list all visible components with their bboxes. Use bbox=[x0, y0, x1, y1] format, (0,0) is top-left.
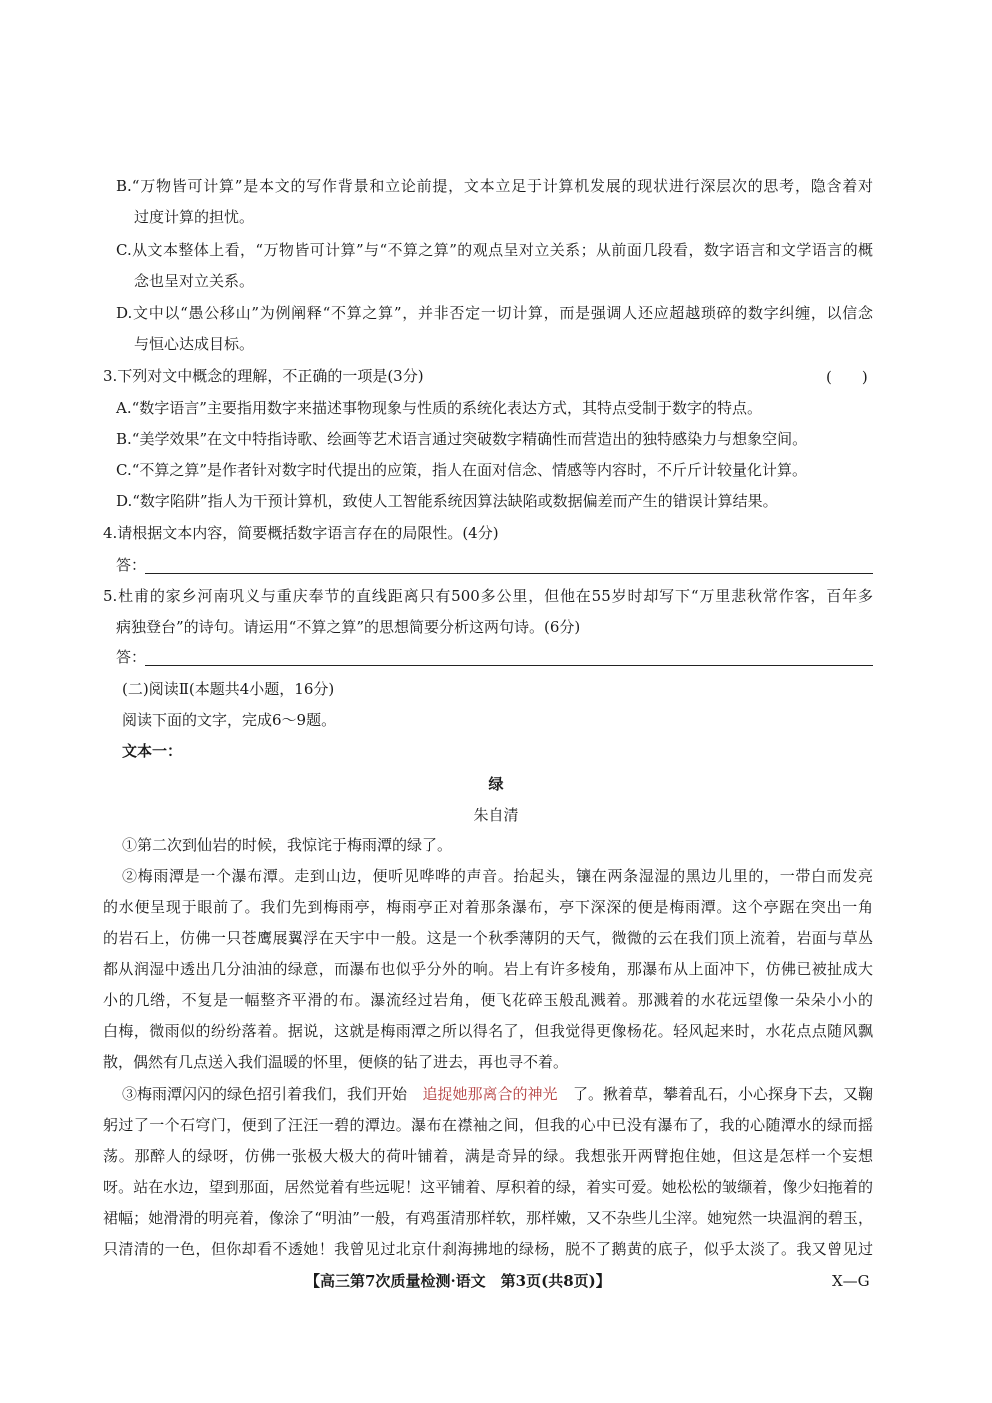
p3-highlighted-text: 追捉她那离合的神光 bbox=[422, 1085, 558, 1103]
q3-option-a: A.“数字语言”主要指用数字来描述事物现象与性质的系统化表达方式，其特点受制于数字的特点。 bbox=[116, 399, 762, 417]
q2-option-d-line1: D.文中以“愚公移山”为例阐释“不算之算”，并非否定一切计算，而是强调人还应超越琐碎的数字纠缠，以信念 bbox=[116, 304, 873, 322]
essay-p3-line bbox=[122, 1084, 873, 1104]
essay-p3-line: 裙幅；她滑滑的明亮着，像涂了“明油”一般，有鸡蛋清那样软，那样嫩，又不杂些儿尘滓。她宛然一块温润的碧玉， bbox=[103, 1209, 873, 1227]
essay-p3-line: 荡。那醉人的绿呀，仿佛一张极大极大的荷叶铺着，满是奇异的绿。我想张开两臂抱住她，但这是怎样一个妄想 bbox=[103, 1147, 873, 1165]
essay-p3-line: 躬过了一个石穹门，便到了汪汪一碧的潭边。瀑布在襟袖之间，但我的心中已没有瀑布了，我的心随潭水的绿而摇 bbox=[103, 1116, 873, 1134]
essay-title: 绿 bbox=[488, 775, 504, 793]
essay-p3-line: 只清清的一色，但你却看不透她！我曾见过北京什刹海拂地的绿杨，脱不了鹅黄的底子，似乎太淡了。我又曾见过 bbox=[103, 1240, 873, 1258]
essay-p2-line: 都从润湿中透出几分油油的绿意，而瀑布也似乎分外的响。岩上有许多棱角，那瀑布从上面冲下，仿佛已被扯成大 bbox=[103, 960, 873, 978]
q3-stem: 3.下列对文中概念的理解，不正确的一项是(3分) bbox=[103, 367, 424, 385]
q4-stem: 4.请根据文本内容，简要概括数字语言存在的局限性。(4分) bbox=[103, 524, 499, 542]
q2-option-c-line2: 念也呈对立关系。 bbox=[134, 272, 255, 290]
q2-option-d-line2: 与恒心达成目标。 bbox=[134, 335, 255, 353]
q5-stem-line1: 5.杜甫的家乡河南巩义与重庆奉节的直线距离只有500多公里，但他在55岁时却写下“万里悲秋常作客，百年多 bbox=[103, 587, 873, 605]
q3-option-d: D.“数字陷阱”指人为干预计算机，致使人工智能系统因算法缺陷或数据偏差而产生的错误计算结果。 bbox=[116, 492, 778, 510]
essay-p2-line: 白梅，微雨似的纷纷落着。据说，这就是梅雨潭之所以得名了，但我觉得更像杨花。轻风起来时，水花点点随风飘 bbox=[103, 1022, 873, 1040]
essay-p2-line: 小的几绺，不复是一幅整齐平滑的布。瀑流经过岩角，便飞花碎玉般乱溅着。那溅着的水花远望像一朵朵小小的 bbox=[103, 991, 873, 1009]
q5-answer-line[interactable] bbox=[145, 665, 873, 666]
essay-p2-line: 散，偶然有几点送入我们温暖的怀里，便倏的钻了进去，再也寻不着。 bbox=[103, 1053, 569, 1071]
q5-answer-label: 答： bbox=[116, 648, 147, 666]
essay-p3-line: 呀。站在水边，望到那面，居然觉着有些远呢！这平铺着、厚积着的绿，着实可爱。她松松的皱缬着，像少妇拖着的 bbox=[103, 1178, 873, 1196]
q2-option-c-line1: C.从文本整体上看，“万物皆可计算”与“不算之算”的观点呈对立关系；从前面几段看，数字语言和文学语言的概 bbox=[116, 241, 873, 259]
essay-p2-line: 的水便呈现于眼前了。我们先到梅雨亭，梅雨亭正对着那条瀑布，亭下深深的便是梅雨潭。这个亭踞在突出一角 bbox=[103, 898, 873, 916]
essay-p2-line: ②梅雨潭是一个瀑布潭。走到山边，便听见哗哗的声音。抬起头，镶在两条湿湿的黑边儿里的，一带白而发亮 bbox=[122, 867, 873, 885]
q3-answer-bracket[interactable]: ( ) bbox=[826, 368, 868, 386]
section-instruction: 阅读下面的文字，完成6～9题。 bbox=[122, 711, 337, 729]
q5-stem-line2: 病独登台”的诗句。请运用“不算之算”的思想简要分析这两句诗。(6分) bbox=[116, 618, 581, 636]
q4-answer-line[interactable] bbox=[145, 573, 873, 574]
section-heading: (二)阅读Ⅱ(本题共4小题，16分) bbox=[122, 680, 335, 698]
essay-author: 朱自清 bbox=[473, 806, 519, 824]
q4-answer-label: 答： bbox=[116, 556, 147, 574]
q3-option-b: B.“美学效果”在文中特指诗歌、绘画等艺术语言通过突破数字精确性而营造出的独特感染力与想象空间。 bbox=[116, 430, 808, 448]
q2-option-b-line1: B.“万物皆可计算”是本文的写作背景和立论前提，文本立足于计算机发展的现状进行深层次的思考，隐含着对 bbox=[116, 177, 873, 195]
footer-page-info: 【高三第7次质量检测·语文 第3页(共8页)】 bbox=[305, 1272, 611, 1290]
q2-option-b-line2: 过度计算的担忧。 bbox=[134, 208, 255, 226]
p3-text-before: ③梅雨潭闪闪的绿色招引着我们，我们开始 bbox=[122, 1085, 408, 1103]
essay-p2-line: 的岩石上，仿佛一只苍鹰展翼浮在天宇中一般。这是一个秋季薄阴的天气，微微的云在我们顶上流着，岩面与草丛 bbox=[103, 929, 873, 947]
p3-text-after: 了。揪着草，攀着乱石，小心探身下去，又鞠 bbox=[572, 1085, 873, 1103]
footer-code: X—G bbox=[832, 1272, 870, 1290]
essay-paragraph-1: ①第二次到仙岩的时候，我惊诧于梅雨潭的绿了。 bbox=[122, 836, 453, 854]
q3-option-c: C.“不算之算”是作者针对数字时代提出的应策，指人在面对信念、情感等内容时，不斤斤计较量化计算。 bbox=[116, 461, 808, 479]
text-label: 文本一： bbox=[122, 742, 183, 760]
